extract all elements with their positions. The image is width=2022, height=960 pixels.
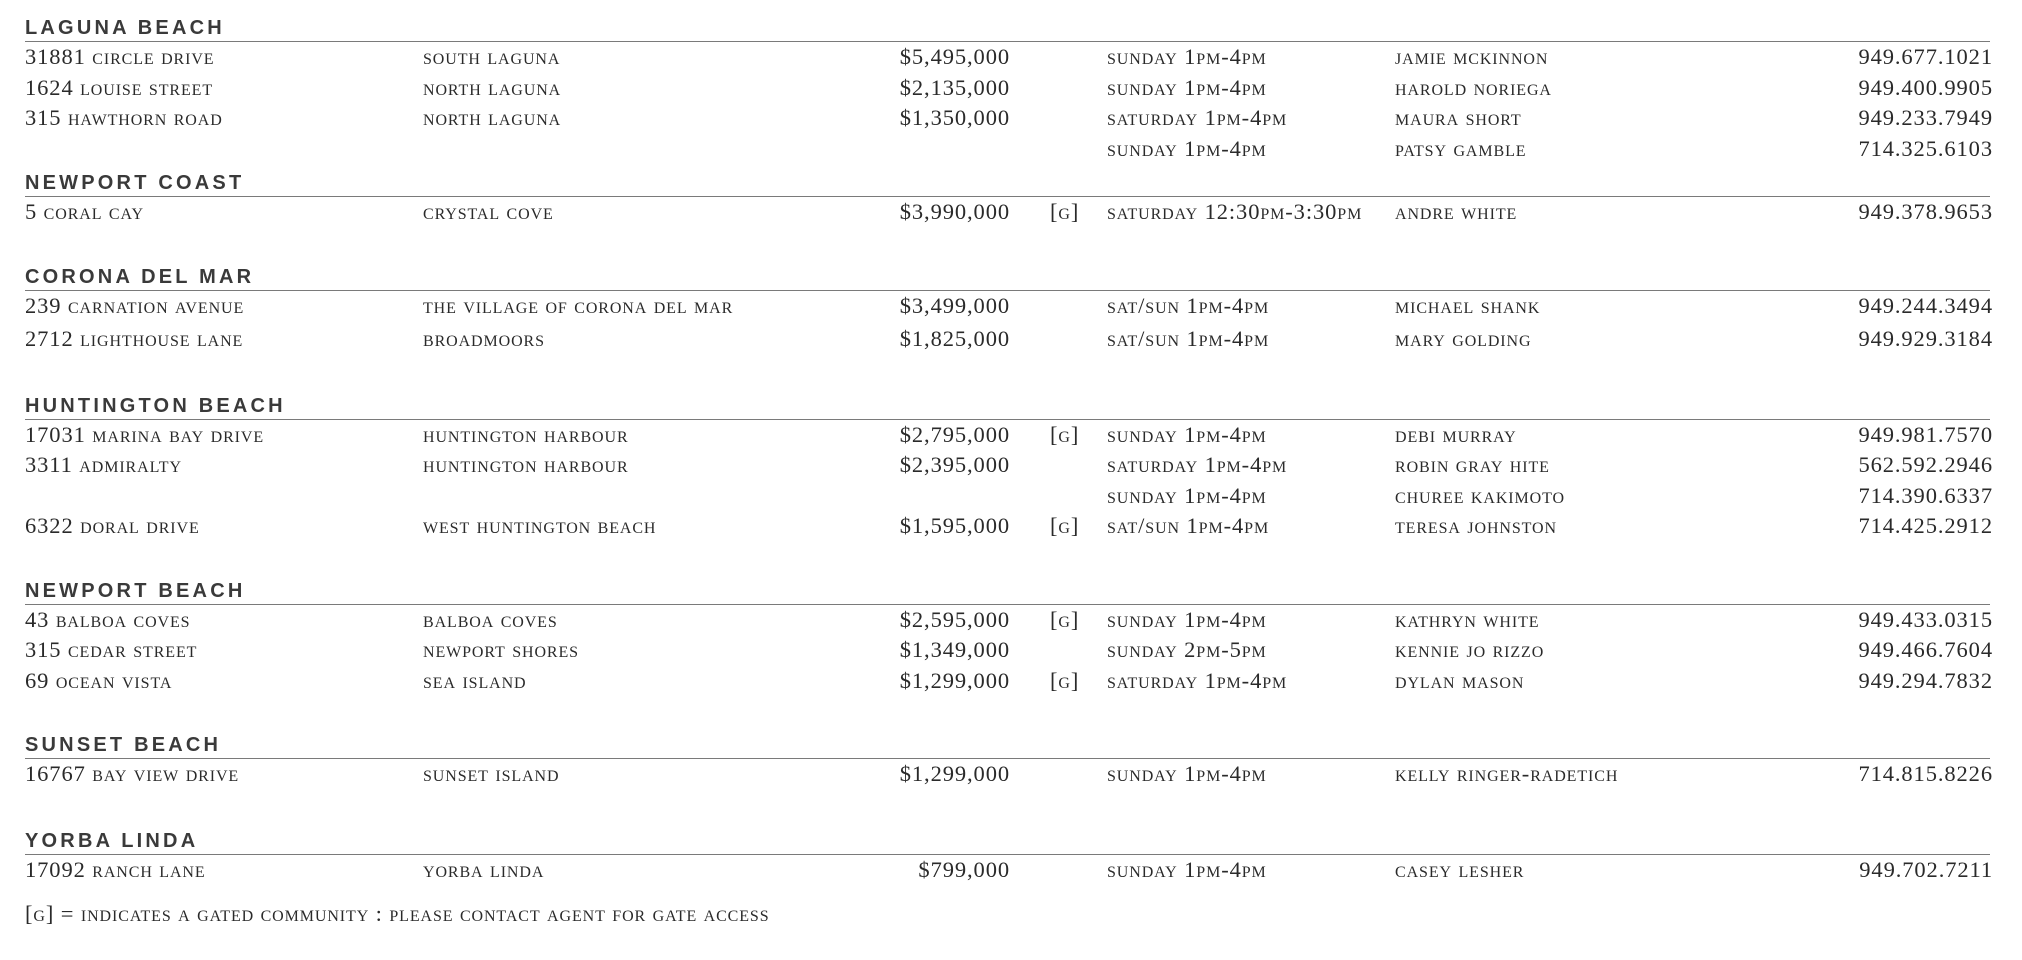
agent-name: dylan mason	[1395, 667, 1525, 693]
region-newport-beach	[25, 573, 1995, 728]
agent-phone: 949.702.7211	[1859, 857, 1993, 882]
listing-rows	[25, 291, 1995, 358]
listing-address: 17031 marina bay drive	[25, 421, 265, 447]
listing-rows	[25, 420, 1995, 543]
listing-neighborhood: north laguna	[423, 105, 562, 130]
listing-neighborhood: yorba linda	[423, 857, 545, 882]
agent-name: churee kakimoto	[1395, 482, 1565, 508]
agent-phone: 949.400.9905	[1858, 74, 1993, 100]
region-heading: LAGUNA BEACH	[25, 10, 1990, 42]
open-house-time: sunday 1pm-4pm	[1107, 44, 1267, 69]
agent-phone: 949.294.7832	[1858, 667, 1993, 693]
listing-row	[25, 667, 1995, 698]
region-heading: HUNTINGTON BEACH	[25, 388, 1990, 420]
region-heading: SUNSET BEACH	[25, 727, 1990, 759]
listing-price: $2,135,000	[899, 74, 1010, 100]
listing-row	[25, 325, 1995, 358]
listing-price: $1,825,000	[899, 325, 1010, 351]
listing-row	[25, 512, 1995, 543]
listing-neighborhood: huntington harbour	[423, 421, 629, 447]
open-house-time: sunday 1pm-4pm	[1107, 135, 1267, 161]
listing-price: $5,495,000	[899, 44, 1010, 69]
listing-neighborhood: west huntington beach	[423, 513, 657, 538]
open-house-time: sat/sun 1pm-4pm	[1107, 513, 1270, 538]
section-spacer	[25, 543, 1995, 573]
listing-address: 16767 bay view drive	[25, 761, 240, 786]
agent-phone: 949.929.3184	[1858, 325, 1993, 351]
listing-price: $1,349,000	[899, 637, 1010, 662]
open-house-time: sunday 1pm-4pm	[1107, 857, 1267, 882]
agent-phone: 714.390.6337	[1858, 482, 1993, 508]
listing-row	[25, 451, 1995, 482]
listing-rows	[25, 855, 1995, 887]
listing-address: 69 ocean vista	[25, 667, 173, 693]
agent-name: maura short	[1395, 105, 1522, 130]
listing-row	[25, 74, 1995, 105]
listing-price: $1,350,000	[899, 105, 1010, 130]
listing-price: $2,795,000	[899, 421, 1010, 447]
region-yorba-linda	[25, 823, 1995, 887]
agent-phone: 949.677.1021	[1858, 44, 1993, 69]
gated-marker: [g]	[1050, 199, 1080, 224]
region-heading: YORBA LINDA	[25, 823, 1990, 855]
gated-community-legend	[25, 900, 770, 928]
listing-neighborhood: newport shores	[423, 637, 579, 662]
listing-address: 1624 louise street	[25, 74, 213, 100]
gated-marker: [g]	[1050, 606, 1080, 632]
region-laguna-beach	[25, 10, 1995, 165]
listing-rows	[25, 42, 1995, 165]
listing-price: $799,000	[918, 857, 1010, 882]
agent-phone: 562.592.2946	[1858, 452, 1993, 477]
open-house-time: saturday 1pm-4pm	[1107, 667, 1288, 693]
open-house-time: sunday 2pm-5pm	[1107, 637, 1267, 662]
region-newport-coast	[25, 165, 1995, 259]
agent-name: harold noriega	[1395, 74, 1552, 100]
open-house-time: saturday 1pm-4pm	[1107, 105, 1288, 130]
listing-address: 31881 circle drive	[25, 44, 215, 69]
agent-name: patsy gamble	[1395, 135, 1527, 161]
listing-row	[25, 43, 1995, 74]
region-corona-del-mar	[25, 259, 1995, 388]
agent-phone: 714.425.2912	[1858, 513, 1993, 538]
listing-rows	[25, 759, 1995, 793]
legend-text: [g] = indicates a gated community : please contact agent for gate access	[25, 901, 770, 926]
agent-name: kelly ringer-radetich	[1395, 761, 1619, 786]
listing-row	[25, 421, 1995, 452]
listing-price: $1,299,000	[899, 761, 1010, 786]
listing-address: 43 balboa coves	[25, 606, 191, 632]
open-house-time: sunday 1pm-4pm	[1107, 761, 1267, 786]
agent-phone: 949.981.7570	[1858, 421, 1993, 447]
listing-address: 3311 admiralty	[25, 452, 182, 477]
listing-neighborhood: broadmoors	[423, 325, 545, 351]
agent-phone: 949.433.0315	[1858, 606, 1993, 632]
agent-phone: 714.325.6103	[1858, 135, 1993, 161]
listing-row	[25, 198, 1995, 229]
listing-neighborhood: crystal cove	[423, 199, 554, 224]
listing-address: 17092 ranch lane	[25, 857, 206, 882]
open-house-time: saturday 12:30pm-3:30pm	[1107, 199, 1363, 224]
listing-rows	[25, 197, 1995, 229]
agent-phone: 949.378.9653	[1858, 199, 1993, 224]
listing-price: $2,395,000	[899, 452, 1010, 477]
listing-price: $3,499,000	[899, 292, 1010, 318]
agent-name: teresa johnston	[1395, 513, 1557, 538]
listing-row	[25, 104, 1995, 135]
listing-address: 315 cedar street	[25, 637, 198, 662]
listing-address: 2712 lighthouse lane	[25, 325, 244, 351]
agent-name: mary golding	[1395, 325, 1532, 351]
open-house-time: sat/sun 1pm-4pm	[1107, 292, 1270, 318]
region-heading: NEWPORT COAST	[25, 165, 1990, 197]
listing-price: $3,990,000	[899, 199, 1010, 224]
open-house-time: sunday 1pm-4pm	[1107, 606, 1267, 632]
listing-row	[25, 135, 1995, 166]
listing-address: 239 carnation avenue	[25, 292, 245, 318]
open-house-time: sunday 1pm-4pm	[1107, 482, 1267, 508]
listing-neighborhood: balboa coves	[423, 606, 558, 632]
section-spacer	[25, 229, 1995, 259]
region-sunset-beach	[25, 727, 1995, 823]
listing-row	[25, 606, 1995, 637]
section-spacer	[25, 358, 1995, 388]
region-heading: CORONA DEL MAR	[25, 259, 1990, 291]
listing-address: 5 coral cay	[25, 199, 144, 224]
gated-marker: [g]	[1050, 421, 1080, 447]
listing-price: $1,595,000	[899, 513, 1010, 538]
agent-phone: 949.233.7949	[1858, 105, 1993, 130]
agent-name: michael shank	[1395, 292, 1541, 318]
listing-row	[25, 482, 1995, 513]
listing-neighborhood: south laguna	[423, 44, 561, 69]
listing-neighborhood: huntington harbour	[423, 452, 629, 477]
listing-row	[25, 760, 1995, 793]
agent-phone: 714.815.8226	[1858, 761, 1993, 786]
listing-price: $1,299,000	[899, 667, 1010, 693]
agent-name: kennie jo rizzo	[1395, 637, 1545, 662]
agent-name: kathryn white	[1395, 606, 1540, 632]
listing-row	[25, 292, 1995, 325]
listing-price: $2,595,000	[899, 606, 1010, 632]
agent-name: debi murray	[1395, 421, 1517, 447]
listing-row	[25, 856, 1995, 887]
gated-marker: [g]	[1050, 513, 1080, 538]
listing-neighborhood: the village of corona del mar	[423, 292, 734, 318]
agent-name: jamie mckinnon	[1395, 44, 1549, 69]
section-spacer	[25, 793, 1995, 823]
section-spacer	[25, 697, 1995, 727]
agent-name: casey lesher	[1395, 857, 1525, 882]
listing-rows	[25, 605, 1995, 698]
listing-row	[25, 636, 1995, 667]
open-house-time: sunday 1pm-4pm	[1107, 421, 1267, 447]
agent-name: robin gray hite	[1395, 452, 1550, 477]
region-huntington-beach	[25, 388, 1995, 573]
listing-address: 6322 doral drive	[25, 513, 200, 538]
agent-phone: 949.466.7604	[1858, 637, 1993, 662]
open-house-listing	[25, 10, 1995, 887]
open-house-time: sunday 1pm-4pm	[1107, 74, 1267, 100]
gated-marker: [g]	[1050, 667, 1080, 693]
listing-neighborhood: sea island	[423, 667, 527, 693]
listing-neighborhood: north laguna	[423, 74, 562, 100]
listing-neighborhood: sunset island	[423, 761, 560, 786]
open-house-time: saturday 1pm-4pm	[1107, 452, 1288, 477]
agent-phone: 949.244.3494	[1858, 292, 1993, 318]
agent-name: andre white	[1395, 199, 1518, 224]
open-house-time: sat/sun 1pm-4pm	[1107, 325, 1270, 351]
region-heading: NEWPORT BEACH	[25, 573, 1990, 605]
listing-address: 315 hawthorn road	[25, 105, 223, 130]
